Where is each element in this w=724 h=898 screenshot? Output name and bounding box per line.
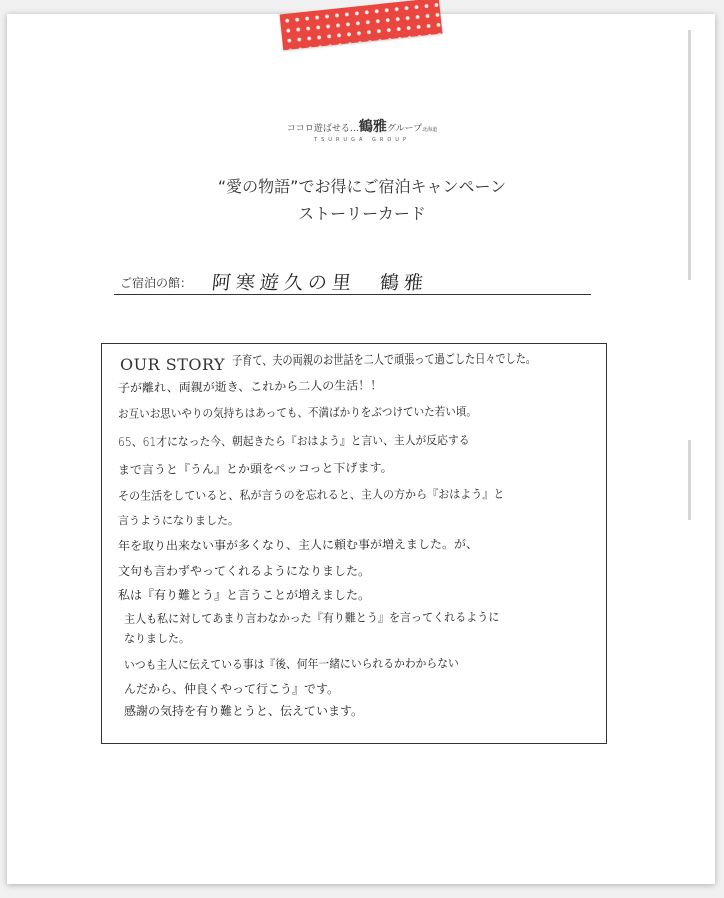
story-line: なりました。 bbox=[124, 632, 190, 645]
story-line: 年を取り出来ない事が多くなり、主人に頼む事が増えました。が、 bbox=[117, 537, 479, 553]
story-line: 感謝の気持を有り難とうと、伝えています。 bbox=[124, 704, 364, 718]
story-line: んだから、仲良くやって行こう』です。 bbox=[124, 682, 340, 696]
story-line: 子育て、夫の両親のお世話を二人で頑張って過ごした日々でした。 bbox=[231, 351, 537, 369]
story-heading: OUR STORY bbox=[120, 355, 226, 374]
story-line: 私は『有り難とう』と言うことが増えました。 bbox=[118, 588, 371, 602]
story-line: 65、61才になった今、朝起きたら『おはよう』と言い、主人が反応する bbox=[117, 433, 470, 449]
inn-value: 阿寒遊久の里 鶴雅 bbox=[210, 272, 430, 294]
campaign-title: “愛の物語”でお得にご宿泊キャンペーン bbox=[217, 177, 507, 196]
story-line: 子が離れ、両親が逝き、これから二人の生活！！ bbox=[117, 378, 383, 395]
card-title: ストーリーカード bbox=[298, 204, 426, 223]
story-line: 主人も私に対してあまり言わなかった『有り難とう』を言ってくれるように bbox=[123, 610, 500, 626]
story-line: まで言うと『うん』とか頭をペッコっと下げます。 bbox=[117, 460, 393, 477]
tsuruga-group-logo: ココロ遊ばせる…鶴雅グループ北海道 TSURUGA GROUP bbox=[286, 119, 438, 143]
inn-label: ご宿泊の館： bbox=[120, 276, 193, 290]
scan-edge-mark bbox=[688, 440, 691, 520]
story-line: 言うようになりました。 bbox=[118, 514, 239, 527]
story-line: その生活をしていると、私が言うのを忘れると、主人の方から『おはよう』と bbox=[117, 486, 505, 503]
scan-edge-mark bbox=[688, 30, 691, 280]
story-line: いつも主人に伝えている事は『後、何年一緒にいられるかわからない bbox=[123, 656, 459, 672]
inn-underline bbox=[114, 294, 591, 295]
story-line: 文句も言わずやってくれるようになりました。 bbox=[118, 564, 371, 578]
story-line: お互いお思いやりの気持ちはあっても、不満ばかりをぶつけていた若い頃。 bbox=[117, 404, 477, 421]
